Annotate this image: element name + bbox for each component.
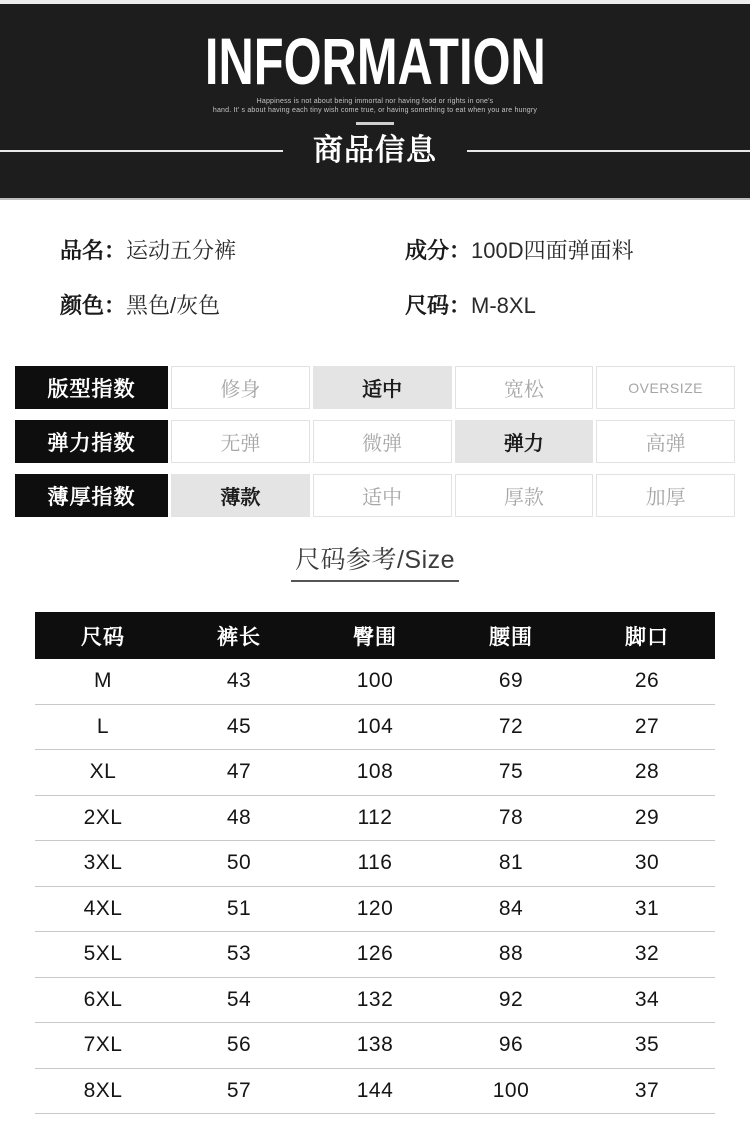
stretch-option-elastic: 弹力 [455,420,594,463]
cell-hip: 112 [357,805,393,829]
mini-divider [356,122,394,125]
fit-index-label: 版型指数 [15,366,168,409]
composition-value: 100D四面弹面料 [471,238,634,263]
cell-size: XL [89,760,117,784]
thickness-option-regular: 适中 [313,474,452,517]
cell-size: M [94,669,112,693]
cell-hip: 126 [356,942,394,966]
banner-row [0,134,750,168]
stretch-option-none: 无弹 [171,420,310,463]
size-reference-heading: 尺码参考/Size [291,546,459,582]
cell-hip: 104 [356,714,394,738]
cell-hip: 120 [356,896,394,920]
cell-waist: 69 [498,669,524,693]
fit-option-slim: 修身 [171,366,310,409]
cell-size: 7XL [83,1033,123,1057]
stretch-index-label: 弹力指数 [15,420,168,463]
color-field [60,293,405,319]
cell-hip: 132 [356,987,394,1011]
cell-size: 4XL [83,896,123,920]
size-range-value: M-8XL [471,293,536,318]
cell-pant-length: 43 [226,669,252,693]
cell-pant-length: 47 [226,760,252,784]
cell-waist: 72 [498,714,524,738]
banner-line-left [0,150,283,152]
table-row-8xl [35,1069,715,1115]
cell-waist: 92 [498,987,524,1011]
color-value: 黑色/灰色 [126,293,221,318]
cell-leg-opening: 37 [634,1078,660,1102]
stretch-option-high: 高弹 [596,420,735,463]
cell-leg-opening: 28 [634,760,660,784]
table-row-7xl [35,1023,715,1069]
cell-leg-opening: 35 [634,1033,660,1057]
size-range-field [405,293,750,319]
fit-option-loose: 宽松 [455,366,594,409]
cell-leg-opening: 32 [634,942,660,966]
cell-pant-length: 45 [226,714,252,738]
cell-size: 5XL [83,942,123,966]
cell-pant-length: 53 [226,942,252,966]
cell-size: 8XL [83,1078,123,1102]
col-header-leg-opening: 脚口 [625,625,669,649]
composition-label: 成分： [405,238,472,263]
table-row-6xl [35,978,715,1024]
cell-waist: 78 [498,805,524,829]
cell-waist: 84 [498,896,524,920]
composition-field [405,238,750,264]
cell-waist: 88 [498,942,524,966]
cell-waist: 81 [498,851,524,875]
index-section [15,366,735,517]
fit-option-regular: 适中 [313,366,452,409]
cell-leg-opening: 34 [634,987,660,1011]
table-row-xl [35,750,715,796]
thickness-index-label: 薄厚指数 [15,474,168,517]
cell-pant-length: 51 [226,896,252,920]
size-reference-heading-wrap [0,546,750,582]
cell-hip: 116 [357,851,393,875]
product-name-label: 品名： [60,238,127,263]
table-row-5xl [35,932,715,978]
cell-hip: 144 [356,1078,394,1102]
fit-option-oversize: OVERSIZE [596,366,735,409]
col-header-hip: 臀围 [353,625,397,649]
thickness-option-thin: 薄款 [171,474,310,517]
cell-pant-length: 54 [226,987,252,1011]
stretch-index-row [15,420,735,463]
thickness-option-extra-thick: 加厚 [596,474,735,517]
size-range-label: 尺码： [405,293,472,318]
size-table [35,612,715,1114]
cell-waist: 96 [498,1033,524,1057]
cell-pant-length: 57 [226,1078,252,1102]
cell-size: 2XL [83,805,123,829]
cell-pant-length: 56 [226,1033,252,1057]
tagline [0,97,750,115]
product-name-value: 运动五分裤 [126,238,237,263]
col-header-pant-length: 裤长 [217,625,261,649]
cell-hip: 108 [356,760,394,784]
tagline-line1: Happiness is not about being immortal nor having food or rights in one's [256,98,494,105]
product-info-section [0,200,750,319]
cell-leg-opening: 30 [634,851,660,875]
cell-hip: 100 [356,669,394,693]
cell-pant-length: 48 [226,805,252,829]
table-row-4xl [35,887,715,933]
table-row-2xl [35,796,715,842]
cell-waist: 100 [492,1078,530,1102]
cell-waist: 75 [498,760,524,784]
stretch-option-slight: 微弹 [313,420,452,463]
cell-size: L [96,714,110,738]
table-row-l [35,705,715,751]
page-title: INFORMATION [204,24,546,98]
information-header [0,4,750,200]
cell-leg-opening: 26 [634,669,660,693]
banner-title: 商品信息 [313,134,437,167]
cell-size: 3XL [83,851,123,875]
cell-size: 6XL [83,987,123,1011]
size-table-header [35,612,715,659]
tagline-line2: hand. It' s about having each tiny wish come true, or having something to eat when you are hungry [212,107,538,114]
cell-leg-opening: 29 [634,805,660,829]
cell-leg-opening: 27 [634,714,660,738]
fit-index-row [15,366,735,409]
thickness-index-row [15,474,735,517]
product-name-field [60,238,405,264]
banner-line-right [467,150,750,152]
thickness-option-thick: 厚款 [455,474,594,517]
color-label: 颜色： [60,293,127,318]
table-row-3xl [35,841,715,887]
cell-hip: 138 [356,1033,394,1057]
col-header-size: 尺码 [81,625,125,649]
cell-pant-length: 50 [226,851,252,875]
col-header-waist: 腰围 [489,625,533,649]
cell-leg-opening: 31 [634,896,660,920]
table-row-m [35,659,715,705]
